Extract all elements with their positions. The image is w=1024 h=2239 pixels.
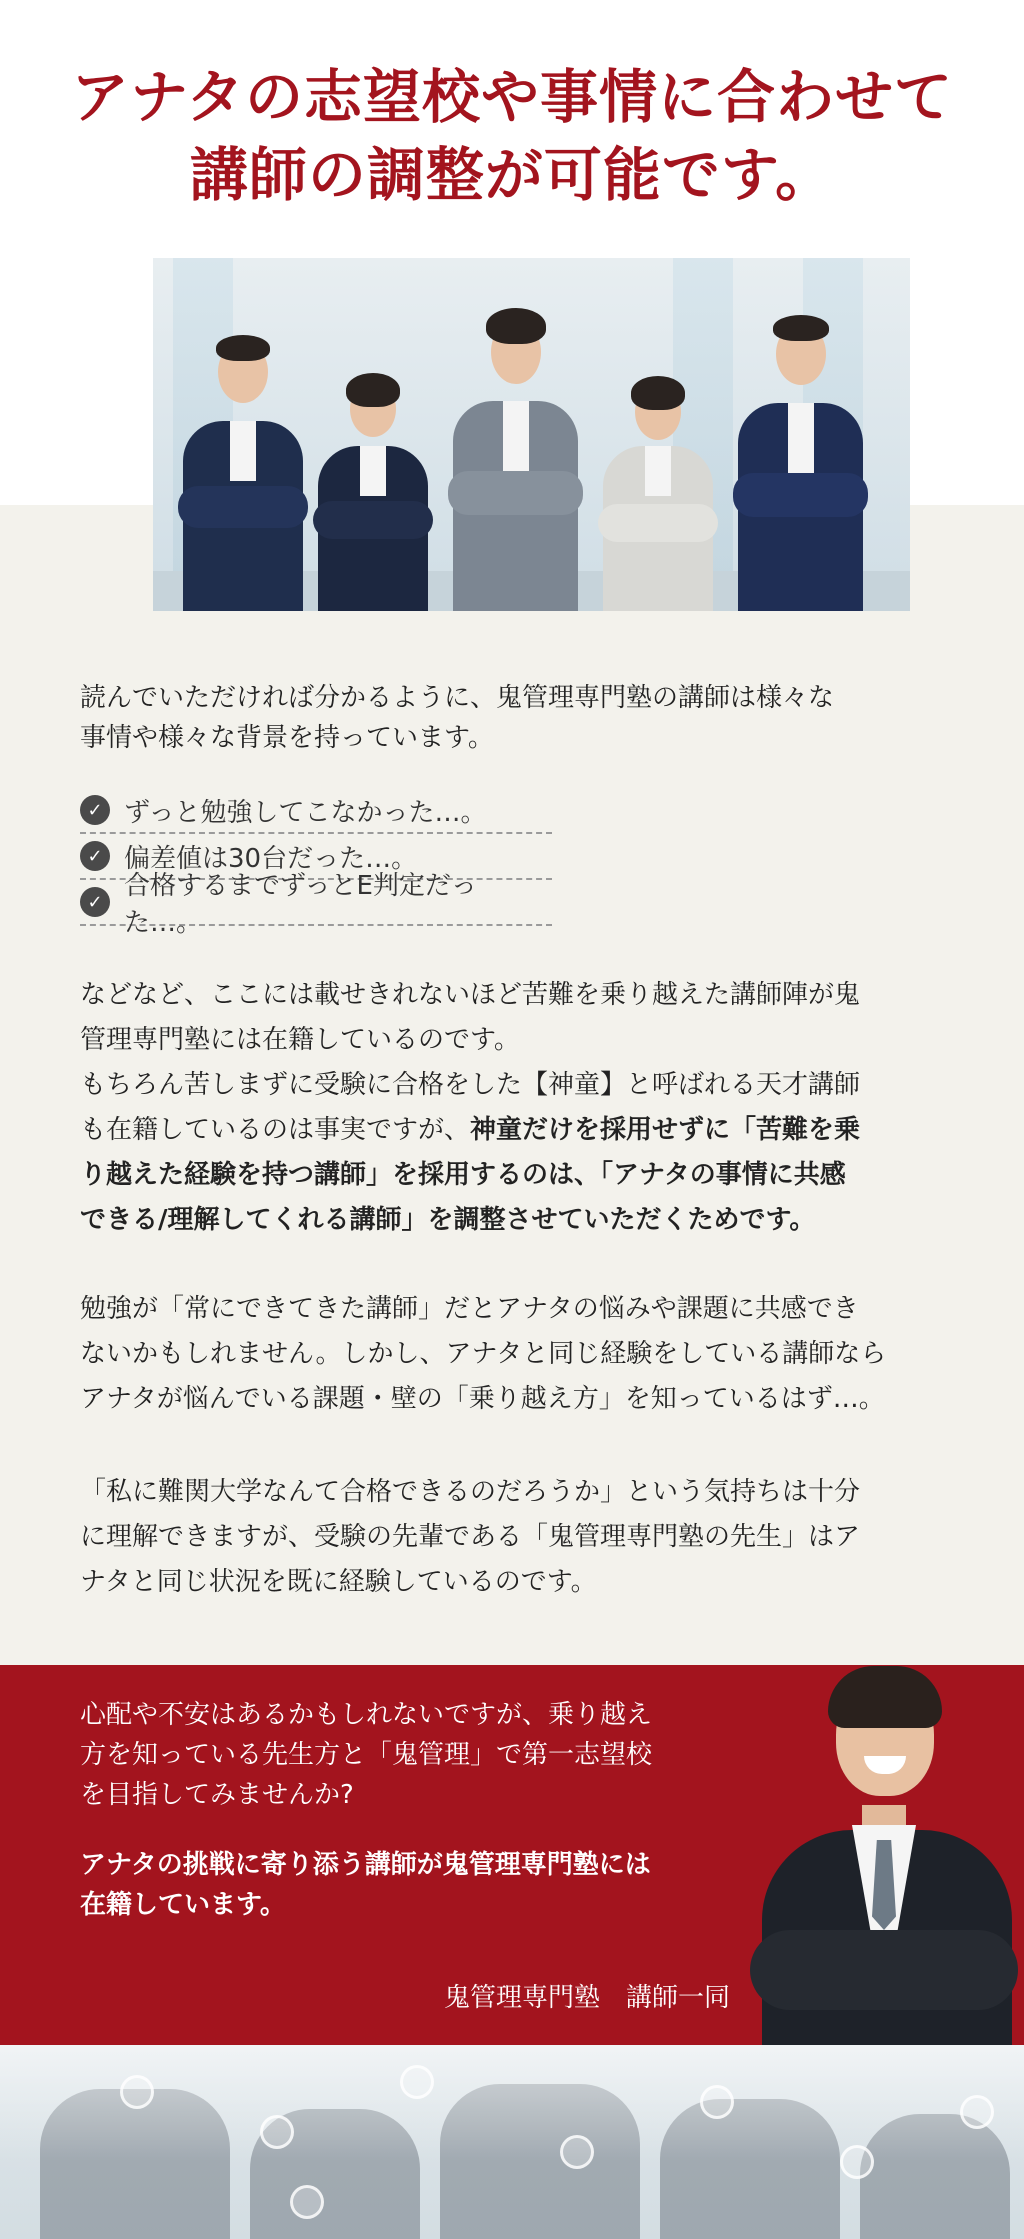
intro-line-1: 読んでいただければ分かるように、鬼管理専門塾の講師は様々な bbox=[80, 683, 835, 713]
teacher-photo bbox=[744, 1658, 1024, 2045]
check-item bbox=[80, 871, 552, 938]
intro-line-2: 事情や様々な背景を持っています。 bbox=[80, 723, 494, 753]
paragraph-hardship bbox=[80, 973, 950, 1243]
check-circle-icon: ✓ bbox=[80, 795, 110, 825]
experience-checklist bbox=[80, 788, 600, 938]
network-background-photo bbox=[0, 2045, 1024, 2239]
check-label: ずっと勉強してこなかった…。 bbox=[124, 797, 487, 828]
closing-line: を目指してみませんか? bbox=[80, 1780, 354, 1810]
paragraph-line: ナタと同じ状況を既に経験しているのです。 bbox=[80, 1567, 597, 1597]
paragraph-line: も在籍しているのは事実ですが、 bbox=[80, 1115, 471, 1145]
team-member-3 bbox=[448, 286, 583, 611]
paragraph-line: もちろん苦しまずに受験に合格をした【神童】と呼ばれる天才講師 bbox=[80, 1070, 861, 1100]
paragraph-line: に理解できますが、受験の先輩である「鬼管理専門塾の先生」はア bbox=[80, 1522, 861, 1552]
paragraph-line: アナタが悩んでいる課題・壁の「乗り越え方」を知っているはず…。 bbox=[80, 1384, 885, 1414]
headline-line-2: 講師の調整が可能です。 bbox=[189, 141, 835, 209]
team-member-2 bbox=[313, 351, 433, 611]
intro-text bbox=[80, 678, 950, 758]
paragraph-experience bbox=[80, 1470, 950, 1605]
team-photo bbox=[153, 258, 910, 611]
closing-line: 方を知っている先生方と「鬼管理」で第一志望校 bbox=[80, 1740, 653, 1770]
paragraph-line: 管理専門塾には在籍しているのです。 bbox=[80, 1025, 520, 1055]
closing-line: 心配や不安はあるかもしれないですが、乗り越え bbox=[80, 1700, 653, 1730]
headline bbox=[0, 58, 1024, 214]
paragraph-line: 勉強が「常にできてきた講師」だとアナタの悩みや課題に共感でき bbox=[80, 1294, 859, 1324]
paragraph-emphasis: 神童だけを採用せずに「苦難を乗 bbox=[470, 1115, 861, 1145]
headline-line-1: アナタの志望校や事情に合わせて bbox=[70, 63, 954, 131]
check-circle-icon: ✓ bbox=[80, 841, 110, 871]
paragraph-line: ないかもしれません。しかし、アナタと同じ経験をしている講師なら bbox=[80, 1339, 887, 1369]
closing-message bbox=[80, 1695, 740, 1925]
closing-emphasis: 在籍しています。 bbox=[80, 1890, 286, 1920]
check-circle-icon: ✓ bbox=[80, 887, 110, 917]
signature: 鬼管理専門塾 講師一同 bbox=[443, 1983, 730, 2013]
paragraph-line: などなど、ここには載せきれないほど苦難を乗り越えた講師陣が鬼 bbox=[80, 980, 861, 1010]
check-item bbox=[80, 788, 552, 834]
paragraph-line: 「私に難関大学なんて合格できるのだろうか」という気持ちは十分 bbox=[80, 1477, 861, 1507]
paragraph-empathy bbox=[80, 1287, 950, 1422]
closing-emphasis: アナタの挑戦に寄り添う講師が鬼管理専門塾には bbox=[80, 1850, 651, 1880]
paragraph-emphasis: できる/理解してくれる講師」を調整させていただくためです。 bbox=[80, 1205, 816, 1235]
team-member-5 bbox=[733, 291, 868, 611]
team-member-1 bbox=[178, 311, 308, 611]
team-member-4 bbox=[598, 356, 718, 611]
check-label: 偏差値は30台だった…。 bbox=[124, 843, 418, 874]
paragraph-emphasis: り越えた経験を持つ講師」を採用するのは、「アナタの事情に共感 bbox=[80, 1160, 846, 1190]
check-label: 合格するまでずっとE判定だった…。 bbox=[124, 871, 477, 938]
